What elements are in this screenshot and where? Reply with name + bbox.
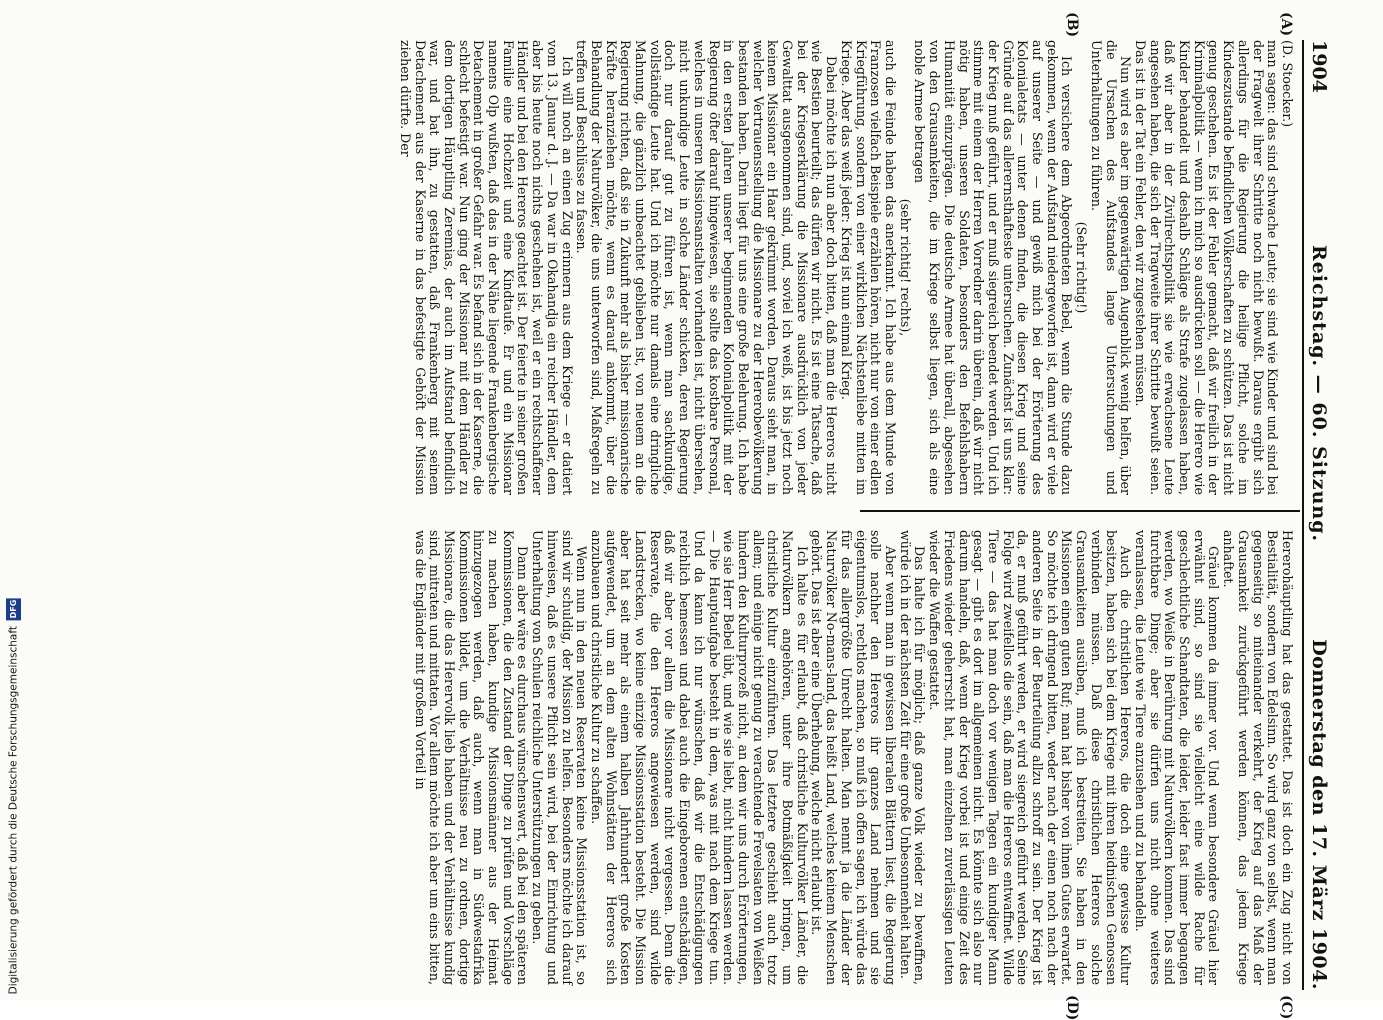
credit-text: Digitalisierung gefördert durch die Deutsche Forschungsgemeinschaft [7,625,20,994]
paragraph: Nun wird es aber im gegenwärtigen Augenblick wenig helfen, über die Ursachen des Aufstandes lange Untersuchungen und Unterhaltungen zu führen. [1088,40,1134,495]
paragraph: Dabei möchte ich nun aber doch bitten, daß man die Hereros nicht wie Bestien beurteilt; das dürfen wir nicht. Es ist eine Tatsache, daß bei der Kriegserklärung die Missionare ausdrücklich von jeder Gewalttat ausgenommen sind, und, soviel ich weiß, ist bis jetzt noch keinem Missionar ein Haar gekrümmt worden. Daraus sieht man, in welcher Vertrauensstellung die Missionare zu der Hererobevölkerung bestanden haben. Darin liegt für uns eine große Belehrung. Ich habe in den ersten Jahren unserer beginnenden Kolonialpolitik mit der Regierung öfter darauf hingewiesen, sie sollte das kostbare Personal, welches in unseren Missionsanstalten vorhanden ist, nicht übersehen, nicht unkundige Leute in solche Länder schicken, deren Regierung doch nur darauf gut zu führen ist, wenn man sachkundige, vollständige Leute hat. Und ich möchte nur damals eine dringliche Mahnung, die gänzlich unbeachtet geblieben ist, von neuem an die Regierung richten, daß sie in Zukunft mehr als bisher missionarische Kräfte heranziehen möchte, wenn es darauf ankommt, über die Behandlung der Naturvölker, die uns unterworfen sind, Maßregeln zu treffen und Beschlüsse zu fassen. [574,40,840,495]
paragraph: Gräuel kommen da immer vor. Und wenn besondere Gräuel hier erwähnt sind, so sind sie vielleicht eine wilde Rache für geschlechtliche Schandtaten, die leider, leider fast immer begangen werden, wo Weiße in Berührung mit Naturvölkern kommen. Das sind furchtbare Dinge; aber sie dürfen uns nicht ohne weiteres veranlassen, die Leute wie Tiere anzusehen und zu behandeln. [1132,530,1222,985]
paragraph: auch die Feinde haben das anerkannt. Ich habe aus dem Munde von Franzosen vielfach Beispiele erzählen hören, nicht nur von einer edlen Kriegführung, sondern von einer wirklichen Nächstenliebe mitten im Kriege. Aber das weiß jeder: Krieg ist nun einmal Krieg. [838,40,899,495]
header-date: Donnerstag den 17. März 1904. [1308,639,1330,990]
interjection: (sehr richtig! rechts), [897,198,913,337]
interjection: (Sehr richtig!) [1074,221,1090,314]
paragraph: Auch die christlichen Hereros, die doch eine gewisse Kultur besitzen, haben sich bei dem Kriege mit ihren heidnischen Genossen verbinden müssen. Daß diese christlichen Hereros solche Grausamkeiten ausüben, muß ich bestreiten. Sie haben in den Missionen einen guten Ruf; man hat bisher von ihnen Gutes erwartet. So möchte ich dringend bitten, weder nach der einen noch nach der anderen Seite in der Beurteilung allzu schroff zu sein. Der Krieg ist da, er muß geführt werden, er wird siegreich geführt werden. Seine Folge wird zweifellos die sein, daß man die Hereros entwaffnet. Wilde Tiere — das hat man doch vor wenigen Tagen ein kundiger Mann gesagt — gibt es dort im allgemeinen nicht. Es könnte sich also nur darum handeln, daß, wenn der Krieg vorbei ist und einige Zeit des Friedens wieder geherrscht hat, man einzelnen zuverlässigen Leuten wieder die Waffen gestattet. [927,530,1134,985]
digitization-credit [6,598,21,994]
column-divider [860,510,1300,512]
header-year: 1904 [1308,40,1330,93]
margin-marker-d: (D) [1064,995,1080,1020]
paragraph: Dann aber wäre es durchaus wünschenswert, daß bei den späteren Kommissionen, die den Zustand der Dinge zu prüfen und Vorschläge zu machen haben, kundige Missionsmänner aus der Heimat hinzugezogen werden, daß auch, wenn man in Südwestafrika Kommissionen bildet, um die Verhältnisse neu zu ordnen, dortige Missionare, die das Herervolk lieb haben und der Verhältnisse kundig sind, mitraten und mittaten. Vor allem möchte ich aber um eins bitten, was die Engländer mit großem Vorteil in [412,530,531,985]
margin-marker-c: (C) [1278,995,1294,1020]
paragraph: Ich versichere dem Abgeordneten Bebel, wenn die Stunde dazu gekommen, wenn der Aufstand niedergeworfen ist, dann wird er viele auf unserer Seite — und gewiß mich bei der Erörterung des Kolonialetats — unter denen finden, die diesen Krieg und seine Gründe auf das allerernsthafteste untersuchen. Zunächst ist uns klar: der Krieg muß geführt, und er muß siegreich beendet werden. Und ich stimme mit einem der Herren Vorredner darin überein, daß wir nicht nötig haben, unseren Soldaten, besonders den Befehlshabern Humanität einzuprägen. Die deutsche Armee hat überall, abgesehen von den Grausamkeiten, die im Kriege selbst liegen, sich als eine noble Armee betragen [912,40,1075,495]
speaker-label: (D. Stoecker.) [1280,40,1295,127]
paragraph: Aber wenn man in gewissen liberalen Blättern liest, die Regierung solle nachher den Hereros ihr ganzes Land nehmen und sie eigentumslos, rechtlos machen, so muß ich offen sagen, ich würde das für das allergrößte Unrecht halten. Man nennt ja die Länder der Naturvölker No-mans-land, das heißt Land, welches keinem Menschen gehört. Das ist aber eine Überhebung, welche nicht erlaubt ist. [809,530,899,985]
paragraph: Hererohäuptling hat das gestattet. Das ist doch ein Zug nicht von Bestialität, sondern von Edelsinn. So wird ganz von selbst, wenn man gegenseitig so miteinander verkehrt, der Krieg auf das Maß der Grausamkeit zurückgeführt werden können, das jedem Kriege anhaftet. [1221,530,1295,985]
margin-marker-a: (A) [1278,12,1294,37]
paragraph: Ich halte es für erlaubt, daß christliche Kulturvölker Länder, die Naturvölkern angehören, unter ihre Botmäßigkeit bringen, um christliche Kultur einzuführen. Das letztere geschieht auch trotz allem; und einige nicht genug zu verachtende Frevelsaten von Weißen hindern den Kulturprozeß nicht, an dem wir uns durch Erörterungen, wie sie Herr Bebel übt, und wie sie liebt, nicht hindern lassen werden. — Die Hauptaufgabe besteht in dem, was mit nach dem Kriege tun. Und da kann ich nur wünschen, daß wir die Entschädigungen reichlich bemessen und dabei auch die Eingeborenen entschädigen, daß wir aber vor allem die Missionare nicht vergessen. Denn die Reservate, die den Hereros angewiesen werden, sind wilde Landstrecken, wo keine einzige Missionsstation besteht. Die Mission aber hat seit mehr als einem halben Jahrhundert große Kosten aufgewendet, um an dem alten Wohnstätten der Hereros sich anzubauen und christliche Kultur zu schaffen. [588,530,810,985]
header-session: Reichstag. — 60. Sitzung. [1308,245,1330,543]
right-column [412,530,1294,985]
paragraph: Wenn nun in den neuen Reservaten keine Missionsstation ist, so sind wir schuldig, der Mission zu helfen. Besonders möchte ich darauf hinweisen, daß es unsere Pflicht sein wird, bei der Einrichtung und Unterhaltung von Schulen reichliche Unterstützungen zu geben. [530,530,590,985]
paragraph: man sagen: das sind schwache Leute; sie sind wie Kinder und sind bei der Fragwelt ihrer Schritte noch nicht bewußt. Daraus ergibt sich allerdings für die Regierung die heilige Pflicht, solche im Kindeszustande befindlichen Völkerschaften zu schützen. Das ist nicht genug geschehen. Es ist der Fehler gemacht, daß wir freilich in der Kriminalpolitik — wenn ich mich so ausdrücken soll — die Herero wie Kinder behandelt und deshalb Schläge als Strafe zugelassen haben, daß wir aber in der Zivilrechtspolitik sie wie erwachsene Leute angesehen haben, die sich der Tragweite ihrer Schritte bewußt seien. Das ist in der Tat ein Fehler, den wir zugestehen müssen. [1132,40,1281,495]
margin-marker-b: (B) [1064,12,1080,38]
paragraph: Das halte ich für möglich; daß ganze Volk wieder zu bewaffnen, würde ich in der nächsten Zeit für eine große Unbesonnenheit halten. [897,530,928,985]
left-column [397,40,1294,495]
paragraph: Ich will noch an einen Zug erinnern aus dem Kriege — er datiert vom 13. Januar d. J. — Da war in Okahandja ein reicher Händler, dem aber bis heute noch nichts geschehen ist, weil er ein rechtschaffener Händler und bei den Hereros geachtet ist. Der feierte in seiner großen Familie eine Hochzeit und eine Kindtaufe. Er und ein Missionar namens Olp wußten, daß das in der Nähe liegende Frankenbergische Detachement in großer Gefahr war. Es befand sich in der Kaserne, die schlecht befestigt war. Nun ging der Missionar mit dem Händler zu dem dortigen Häuptling Zeremias, der auch im Aufstand befindlich war, und bat ihn, zu gestatten, daß Frankenberg mit seinem Detachement aus der Kaserne in das befestigte Gehöft der Mission ziehen dürfte. Der [397,40,575,495]
page-header [1302,40,1330,990]
rotated-content [30,12,1330,1020]
dfg-logo-icon: DFG [6,598,21,620]
